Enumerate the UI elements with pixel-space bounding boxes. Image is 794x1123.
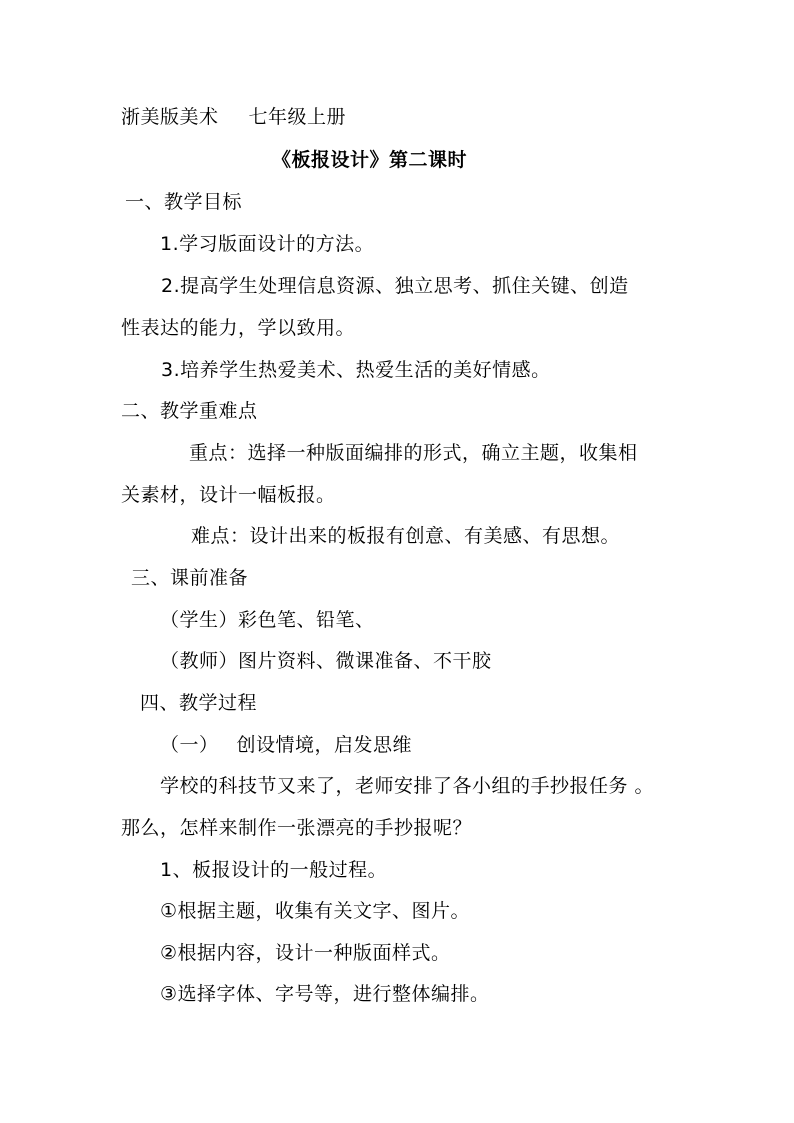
section-heading-goals: 一、教学目标 xyxy=(125,191,243,213)
section-heading-prep: 三、课前准备 xyxy=(131,567,249,589)
process-paragraph-line-2: 那么，怎样来制作一张漂亮的手抄报呢？ xyxy=(121,817,473,839)
subheading-title: 创设情境，启发思维 xyxy=(236,734,413,756)
keypoint-line-1: 重点：选择一种版面编排的形式，确立主题，收集相 xyxy=(189,442,638,464)
subheading-number: （一） xyxy=(160,734,219,756)
process-subheading-1 xyxy=(160,732,412,758)
goal-item-2-line-2: 性表达的能力，学以致用。 xyxy=(121,317,356,339)
section-heading-process: 四、教学过程 xyxy=(140,692,258,714)
difficulty-point: 难点：设计出来的板报有创意、有美感、有思想。 xyxy=(191,525,621,547)
prep-teacher: （教师）图片资料、微课准备、不干胶 xyxy=(160,650,492,672)
document-header xyxy=(121,104,346,130)
process-step-2: ②根据内容，设计一种版面样式。 xyxy=(160,942,451,964)
process-step-heading: 1、板报设计的一般过程。 xyxy=(160,859,388,881)
goal-item-1: 1.学习版面设计的方法。 xyxy=(160,233,375,255)
prep-student: （学生）彩色笔、铅笔、 xyxy=(160,609,375,631)
process-step-3: ③选择字体、字号等，进行整体编排。 xyxy=(160,983,490,1005)
grade-label: 七年级上册 xyxy=(248,106,347,128)
process-paragraph-line-1: 学校的科技节又来了，老师安排了各小组的手抄报任务 。 xyxy=(160,775,655,797)
keypoint-line-2: 关素材，设计一幅板报。 xyxy=(121,484,336,506)
process-step-1: ①根据主题，收集有关文字、图片。 xyxy=(160,900,471,922)
document-title: 《板报设计》第二课时 xyxy=(272,149,468,171)
goal-item-3: 3.培养学生热爱美术、热爱生活的美好情感。 xyxy=(161,359,551,381)
section-heading-keypoints: 二、教学重难点 xyxy=(121,400,258,422)
publisher-label: 浙美版美术 xyxy=(121,106,219,128)
goal-item-2-line-1: 2.提高学生处理信息资源、独立思考、抓住关键、创造 xyxy=(161,275,629,297)
